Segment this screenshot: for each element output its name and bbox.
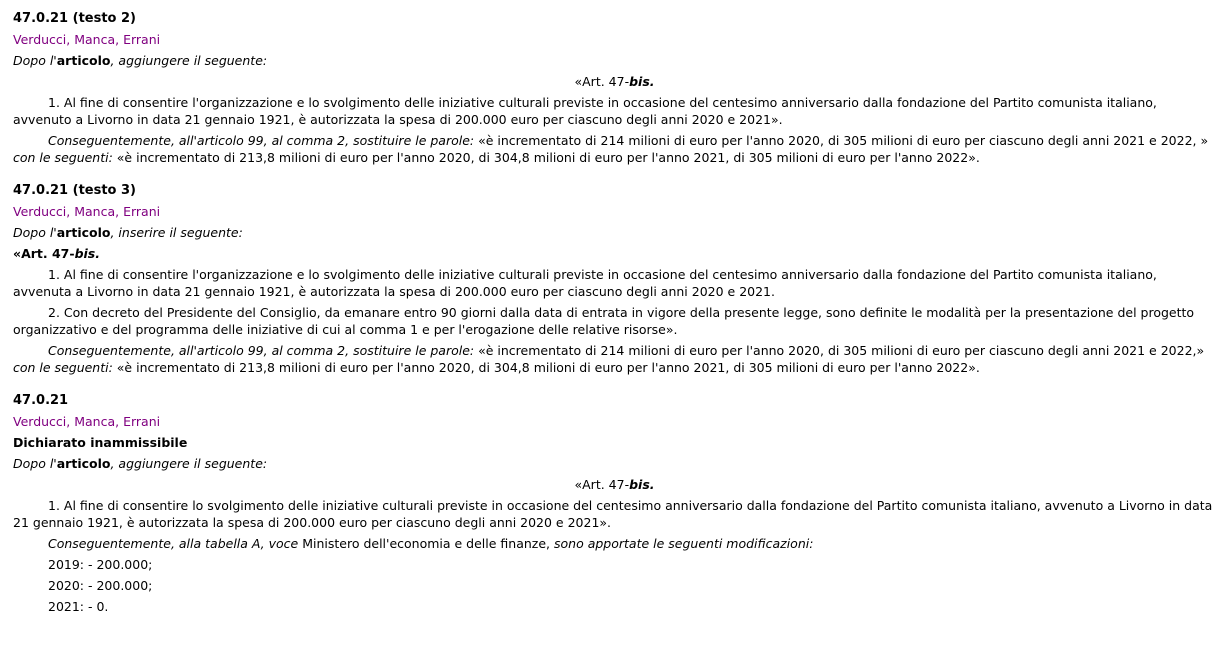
- amendment-3: [13, 391, 1216, 615]
- amendment-code: 47.0.21 (testo 2): [13, 11, 136, 26]
- consequential-change: Conseguentemente, alla tabella A, voce Ministero dell'economia e delle finanze, sono apportate le seguenti modificazioni:: [48, 536, 814, 551]
- table-modification-line: 2021: - 0.: [48, 599, 109, 614]
- amendment-authors: Verducci, Manca, Errani: [13, 32, 161, 47]
- author-link[interactable]: Errani: [123, 32, 161, 47]
- amendment-directive: Dopo l'articolo, inserire il seguente:: [13, 225, 243, 240]
- article-heading: «Art. 47-bis.: [574, 477, 655, 492]
- amendment-authors: Verducci, Manca, Errani: [13, 414, 161, 429]
- amendment-1: [13, 9, 1216, 166]
- table-modification-line: 2020: - 200.000;: [48, 578, 153, 593]
- table-modification-line: 2019: - 200.000;: [48, 557, 153, 572]
- article-heading: «Art. 47-bis.: [574, 74, 655, 89]
- article-heading: «Art. 47-bis.: [13, 246, 100, 261]
- author-link[interactable]: Verducci: [13, 32, 67, 47]
- author-link[interactable]: Verducci: [13, 414, 67, 429]
- author-link[interactable]: Errani: [123, 414, 161, 429]
- amendment-directive: Dopo l'articolo, aggiungere il seguente:: [13, 53, 268, 68]
- amendment-status: Dichiarato inammissibile: [13, 435, 188, 450]
- consequential-change: Conseguentemente, all'articolo 99, al comma 2, sostituire le parole: «è incrementato di 214 milioni di euro per l'anno 2020, di 305 milioni di euro per ciascuno degli anni 2021 e 2022,» con le seguenti: «è incrementato di 213,8 milioni di euro per l'anno 2020, di 304,8 milioni di euro per l'anno 2021, di 305 milioni di euro per l'anno 2022».: [13, 343, 1205, 375]
- article-paragraph: 1. Al fine di consentire l'organizzazione e lo svolgimento delle iniziative culturali previste in occasione del centesimo anniversario dalla fondazione del Partito comunista italiano, avvenuta a Livorno in data 21 gennaio 1921, è autorizzata la spesa di 200.000 euro per ciascuno degli anni 2020 e 2021.: [13, 267, 1157, 299]
- amendment-code: 47.0.21: [13, 393, 69, 408]
- author-link[interactable]: Manca: [74, 32, 116, 47]
- amendment-directive: Dopo l'articolo, aggiungere il seguente:: [13, 456, 268, 471]
- author-link[interactable]: Errani: [123, 204, 161, 219]
- article-paragraph: 1. Al fine di consentire l'organizzazione e lo svolgimento delle iniziative culturali previste in occasione del centesimo anniversario dalla fondazione del Partito comunista italiano, avvenuto a Livorno in data 21 gennaio 1921, è autorizzata la spesa di 200.000 euro per ciascuno degli anni 2020 e 2021».: [13, 95, 1157, 127]
- consequential-change: Conseguentemente, all'articolo 99, al comma 2, sostituire le parole: «è incrementato di 214 milioni di euro per l'anno 2020, di 305 milioni di euro per ciascuno degli anni 2021 e 2022, » con le seguenti: «è incrementato di 213,8 milioni di euro per l'anno 2020, di 304,8 milioni di euro per l'anno 2021, di 305 milioni di euro per l'anno 2022».: [13, 133, 1209, 165]
- article-paragraph: 1. Al fine di consentire lo svolgimento delle iniziative culturali previste in occasione del centesimo anniversario dalla fondazione del Partito comunista italiano, avvenuto a Livorno in data 21 gennaio 1921, è autorizzata la spesa di 200.000 euro per ciascuno degli anni 2020 e 2021».: [13, 498, 1213, 530]
- author-link[interactable]: Manca: [74, 414, 116, 429]
- amendment-2: [13, 181, 1216, 376]
- amendment-code: 47.0.21 (testo 3): [13, 183, 136, 198]
- amendment-authors: Verducci, Manca, Errani: [13, 204, 161, 219]
- article-paragraph: 2. Con decreto del Presidente del Consiglio, da emanare entro 90 giorni dalla data di entrata in vigore della presente legge, sono definite le modalità per la presentazione del progetto organizzativo e del programma delle iniziative di cui al comma 1 e per l'erogazione delle relative risorse».: [13, 305, 1195, 337]
- author-link[interactable]: Verducci: [13, 204, 67, 219]
- author-link[interactable]: Manca: [74, 204, 116, 219]
